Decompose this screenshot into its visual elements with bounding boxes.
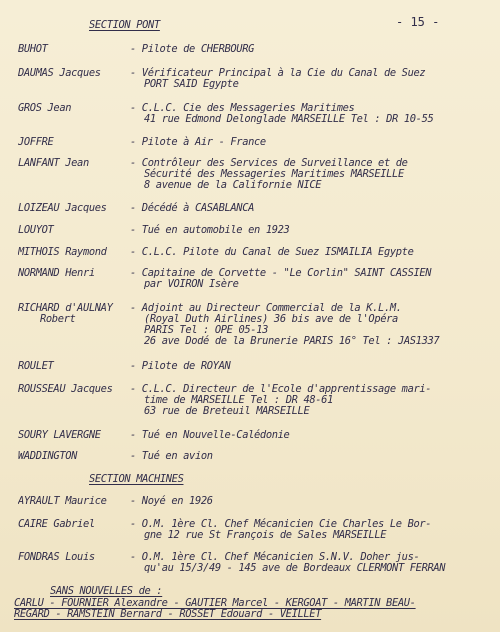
section-pont-heading: SECTION PONT	[89, 19, 160, 31]
entry-name: NORMAND Henri	[18, 268, 95, 279]
entry-detail: time de MARSEILLE Tel : DR 48-61	[144, 394, 333, 406]
entry-name: MITHOIS Raymond	[18, 247, 107, 258]
entry-detail: - C.L.C. Directeur de l'Ecole d'apprentissage mari-	[130, 383, 432, 395]
entry-name: LOUYOT	[18, 225, 54, 236]
entry-name: AYRAULT Maurice	[18, 496, 107, 507]
entry-name: ROUSSEAU Jacques	[18, 384, 113, 395]
entry-detail: - Décédé à CASABLANCA	[130, 202, 255, 214]
entry-detail: - Pilote à Air - France	[130, 136, 266, 148]
entry-detail: - Capitaine de Corvette - "Le Corlin" SAINT CASSIEN	[130, 267, 432, 279]
entry-detail: gne 12 rue St François de Sales MARSEILLE	[144, 529, 387, 541]
entry-detail: Sécurité des Messageries Maritimes MARSEILLE	[144, 168, 404, 180]
entry-name: RICHARD d'AULNAY	[18, 303, 113, 314]
entry-detail: PARIS Tel : OPE 05-13	[144, 324, 269, 336]
entry-detail: - Tué en automobile en 1923	[130, 224, 290, 236]
entry-detail: 26 ave Dodé de la Brunerie PARIS 16° Tel : JAS1337	[144, 335, 440, 347]
entry-name: DAUMAS Jacques	[18, 68, 101, 79]
sans-nouvelles-heading: SANS NOUVELLES de :	[50, 585, 163, 597]
entry-name: SOURY LAVERGNE	[18, 430, 101, 441]
entry-detail: 63 rue de Breteuil MARSEILLE	[144, 405, 310, 417]
entry-detail: - Pilote de CHERBOURG	[130, 43, 255, 55]
entry-detail: par VOIRON Isère	[144, 278, 239, 290]
sans-nouvelles-line: REGARD - RAMSTEIN Bernard - ROSSET Edouard - VEILLET	[14, 608, 322, 620]
entry-detail: - Vérificateur Principal à la Cie du Canal de Suez	[130, 67, 426, 79]
entry-name: GROS Jean	[18, 103, 72, 114]
entry-name-continued: Robert	[40, 313, 76, 325]
entry-name: FONDRAS Louis	[18, 552, 95, 563]
entry-name: BUHOT	[18, 44, 48, 55]
entry-detail: (Royal Duth Airlines) 36 bis ave de l'Opéra	[144, 313, 398, 325]
entry-detail: - Adjoint au Directeur Commercial de la K.L.M.	[130, 302, 402, 314]
entry-detail: - Pilote de ROYAN	[130, 360, 231, 372]
entry-name: WADDINGTON	[18, 451, 78, 462]
entry-detail: - C.L.C. Cie des Messageries Maritimes	[130, 102, 355, 114]
entry-detail: - O.M. 1ère Cl. Chef Mécanicien Cie Charles Le Bor-	[130, 518, 432, 530]
entry-name: ROULET	[18, 361, 54, 372]
entry-detail: - Noyé en 1926	[130, 495, 213, 507]
entry-detail: - Tué en Nouvelle-Calédonie	[130, 429, 290, 441]
page-number: - 15 -	[396, 15, 440, 29]
entry-detail: - Contrôleur des Services de Surveillance et de	[130, 157, 408, 169]
section-machines-heading: SECTION MACHINES	[89, 473, 184, 485]
entry-detail: 41 rue Edmond Delonglade MARSEILLE Tel : DR 10-55	[144, 113, 434, 125]
entry-name: LANFANT Jean	[18, 158, 89, 169]
sans-nouvelles-line: CARLU - FOURNIER Alexandre - GAUTIER Marcel - KERGOAT - MARTIN BEAU-	[14, 597, 416, 609]
entry-detail: PORT SAID Egypte	[144, 78, 239, 90]
entry-detail: qu'au 15/3/49 - 145 ave de Bordeaux CLERMONT FERRAN	[144, 562, 446, 574]
entry-name: LOIZEAU Jacques	[18, 203, 107, 214]
entry-detail: - Tué en avion	[130, 450, 213, 462]
entry-detail: - C.L.C. Pilote du Canal de Suez ISMAILIA Egypte	[130, 246, 414, 258]
entry-name: JOFFRE	[18, 137, 54, 148]
entry-name: CAIRE Gabriel	[18, 519, 95, 530]
entry-detail: 8 avenue de la Californie NICE	[144, 179, 322, 191]
entry-detail: - O.M. 1ère Cl. Chef Mécanicien S.N.V. Doher jus-	[130, 551, 420, 563]
